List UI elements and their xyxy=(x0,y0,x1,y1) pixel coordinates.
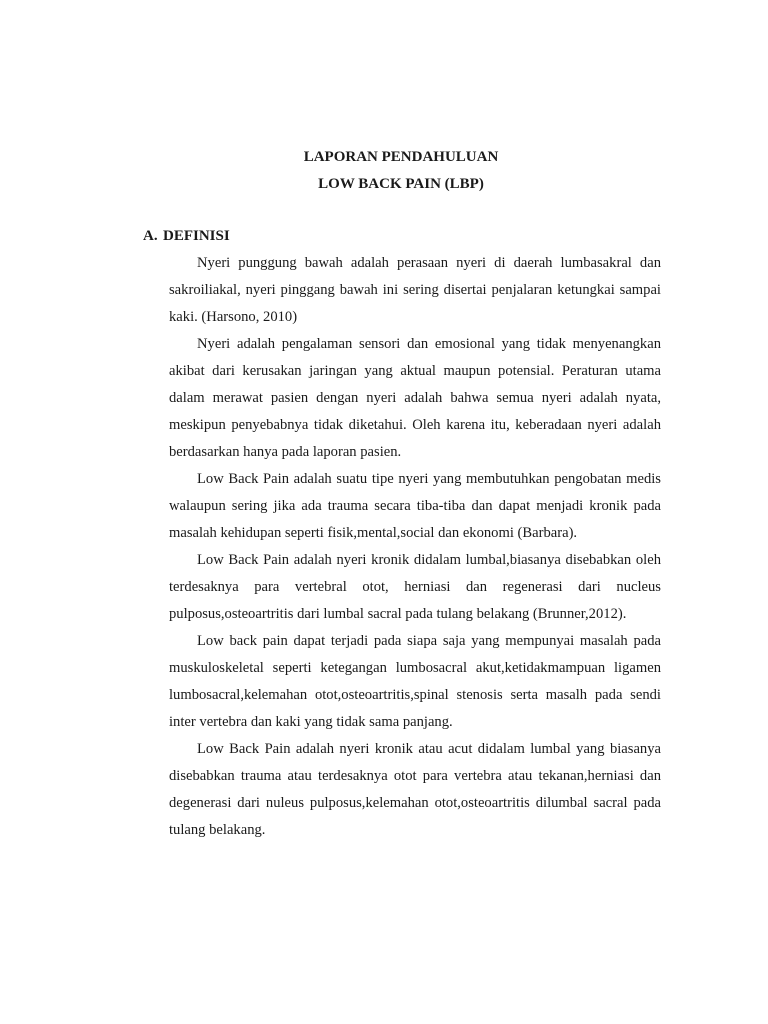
paragraph-6: Low Back Pain adalah nyeri kronik atau acut didalam lumbal yang biasanya disebabkan trauma atau terdesaknya otot para vertebra atau tekanan,herniasi dan degenerasi dari nuleus pulposus,kelemahan otot,osteoartritis dilumbal sacral pada tulang belakang. xyxy=(169,741,661,838)
section-number: A. xyxy=(143,228,158,244)
paragraph-3: Low Back Pain adalah suatu tipe nyeri yang membutuhkan pengobatan medis walaupun sering jika ada trauma secara tiba-tiba dan dapat menjadi kronik pada masalah kehidupan seperti fisik,mental,social dan ekonomi (Barbara). xyxy=(169,471,661,541)
title-line-2: LOW BACK PAIN (LBP) xyxy=(318,176,484,192)
paragraph-4: Low Back Pain adalah nyeri kronik didalam lumbal,biasanya disebabkan oleh terdesaknya para vertebral otot, herniasi dan regenerasi dari nucleus pulposus,osteoartritis dari lumbal sacral pada tulang belakang (Brunner,2012). xyxy=(169,552,661,622)
paragraph-5: Low back pain dapat terjadi pada siapa saja yang mempunyai masalah pada muskuloskeletal seperti ketegangan lumbosacral akut,ketidakmampuan ligamen lumbosacral,kelemahan otot,osteoartritis,spinal stenosis serta masalh pada sendi inter vertebra dan kaki yang tidak sama panjang. xyxy=(169,633,661,730)
paragraph-1: Nyeri punggung bawah adalah perasaan nyeri di daerah lumbasakral dan sakroiliakal, nyeri pinggang bawah ini sering disertai penjalaran ketungkai sampai kaki. (Harsono, 2010) xyxy=(169,255,661,325)
paragraph-2: Nyeri adalah pengalaman sensori dan emosional yang tidak menyenangkan akibat dari kerusakan jaringan yang aktual maupun potensial. Peraturan utama dalam merawat pasien dengan nyeri adalah bahwa semua nyeri adalah nyata, meskipun penyebabnya tidak diketahui. Oleh karena itu, keberadaan nyeri adalah berdasarkan hanya pada laporan pasien. xyxy=(169,336,661,460)
document-title xyxy=(0,144,768,198)
section-title: DEFINISI xyxy=(163,228,230,244)
section-heading xyxy=(143,223,230,250)
section-body xyxy=(169,250,661,844)
title-line-1: LAPORAN PENDAHULUAN xyxy=(303,149,499,165)
